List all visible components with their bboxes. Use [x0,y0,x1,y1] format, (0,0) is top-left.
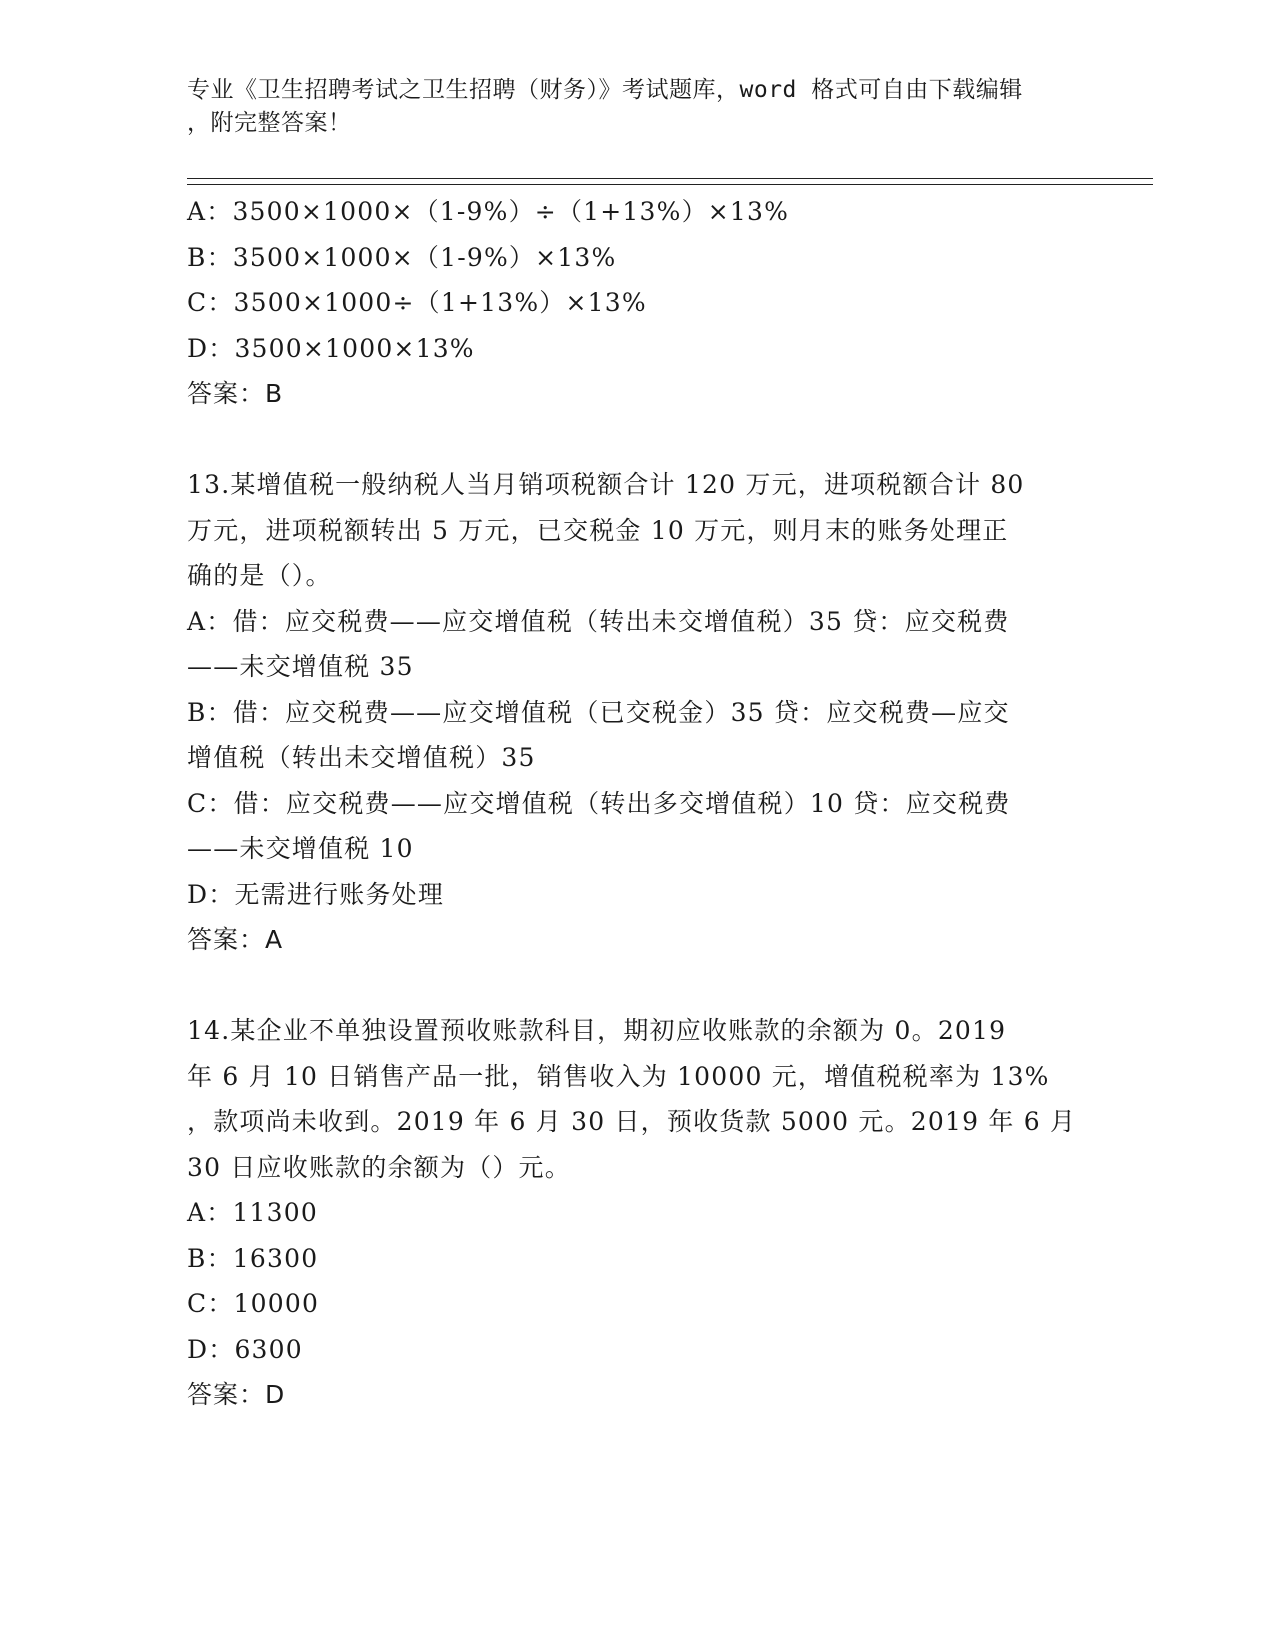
question-stem-line: 确的是（）。 [187,561,332,590]
question-12 [187,189,1087,417]
question-13 [187,462,1087,963]
spacer [187,963,1087,1009]
option-c-continued: ——未交增值税 10 [187,834,414,863]
question-stem-line: 14.某企业不单独设置预收账款科目，期初应收账款的余额为 0。2019 [187,1016,1007,1045]
question-stem-line: ，款项尚未收到。2019 年 6 月 30 日，预收货款 5000 元。2019 年 6 月 [187,1107,1077,1136]
header-line-1: 专业《卫生招聘考试之卫生招聘（财务）》考试题库，word 格式可自由下载编辑 [187,77,1023,103]
option-a: A：借：应交税费——应交增值税（转出未交增值税）35 贷：应交税费 [187,606,1010,636]
option-a: A：11300 [187,1198,318,1227]
option-c: C：借：应交税费——应交增值税（转出多交增值税）10 贷：应交税费 [187,788,1011,818]
option-d: D：6300 [187,1334,303,1364]
header-divider-bottom [187,184,1153,185]
option-b: B：16300 [187,1243,319,1273]
question-stem-line: 13.某增值税一般纳税人当月销项税额合计 120 万元，进项税额合计 80 [187,470,1025,499]
option-b-continued: 增值税（转出未交增值税）35 [187,743,536,772]
answer: 答案：B [187,379,284,408]
question-stem-line: 30 日应收账款的余额为（）元。 [187,1152,571,1182]
option-c: C：10000 [187,1289,320,1318]
option-b: B：3500×1000×（1-9%）×13% [187,242,617,272]
question-14 [187,1008,1087,1418]
option-a: A：3500×1000×（1-9%）÷（1+13%）×13% [187,197,790,226]
question-stem-line: 万元，进项税额转出 5 万元，已交税金 10 万元，则月末的账务处理正 [187,515,1009,545]
spacer [187,417,1087,463]
option-d: D：3500×1000×13% [187,333,475,363]
option-c: C：3500×1000÷（1+13%）×13% [187,288,647,317]
option-b: B：借：应交税费——应交增值税（已交税金）35 贷：应交税费—应交 [187,697,1010,727]
option-d: D：无需进行账务处理 [187,879,445,909]
header-line-2: ，附完整答案！ [187,110,352,136]
answer: 答案：D [187,1380,286,1409]
question-list [187,189,1087,1418]
document-header [187,74,1067,140]
header-divider-top [187,178,1153,179]
question-stem-line: 年 6 月 10 日销售产品一批，销售收入为 10000 元，增值税税率为 13% [187,1061,1050,1091]
answer: 答案：A [187,925,284,954]
option-a-continued: ——未交增值税 35 [187,652,414,681]
